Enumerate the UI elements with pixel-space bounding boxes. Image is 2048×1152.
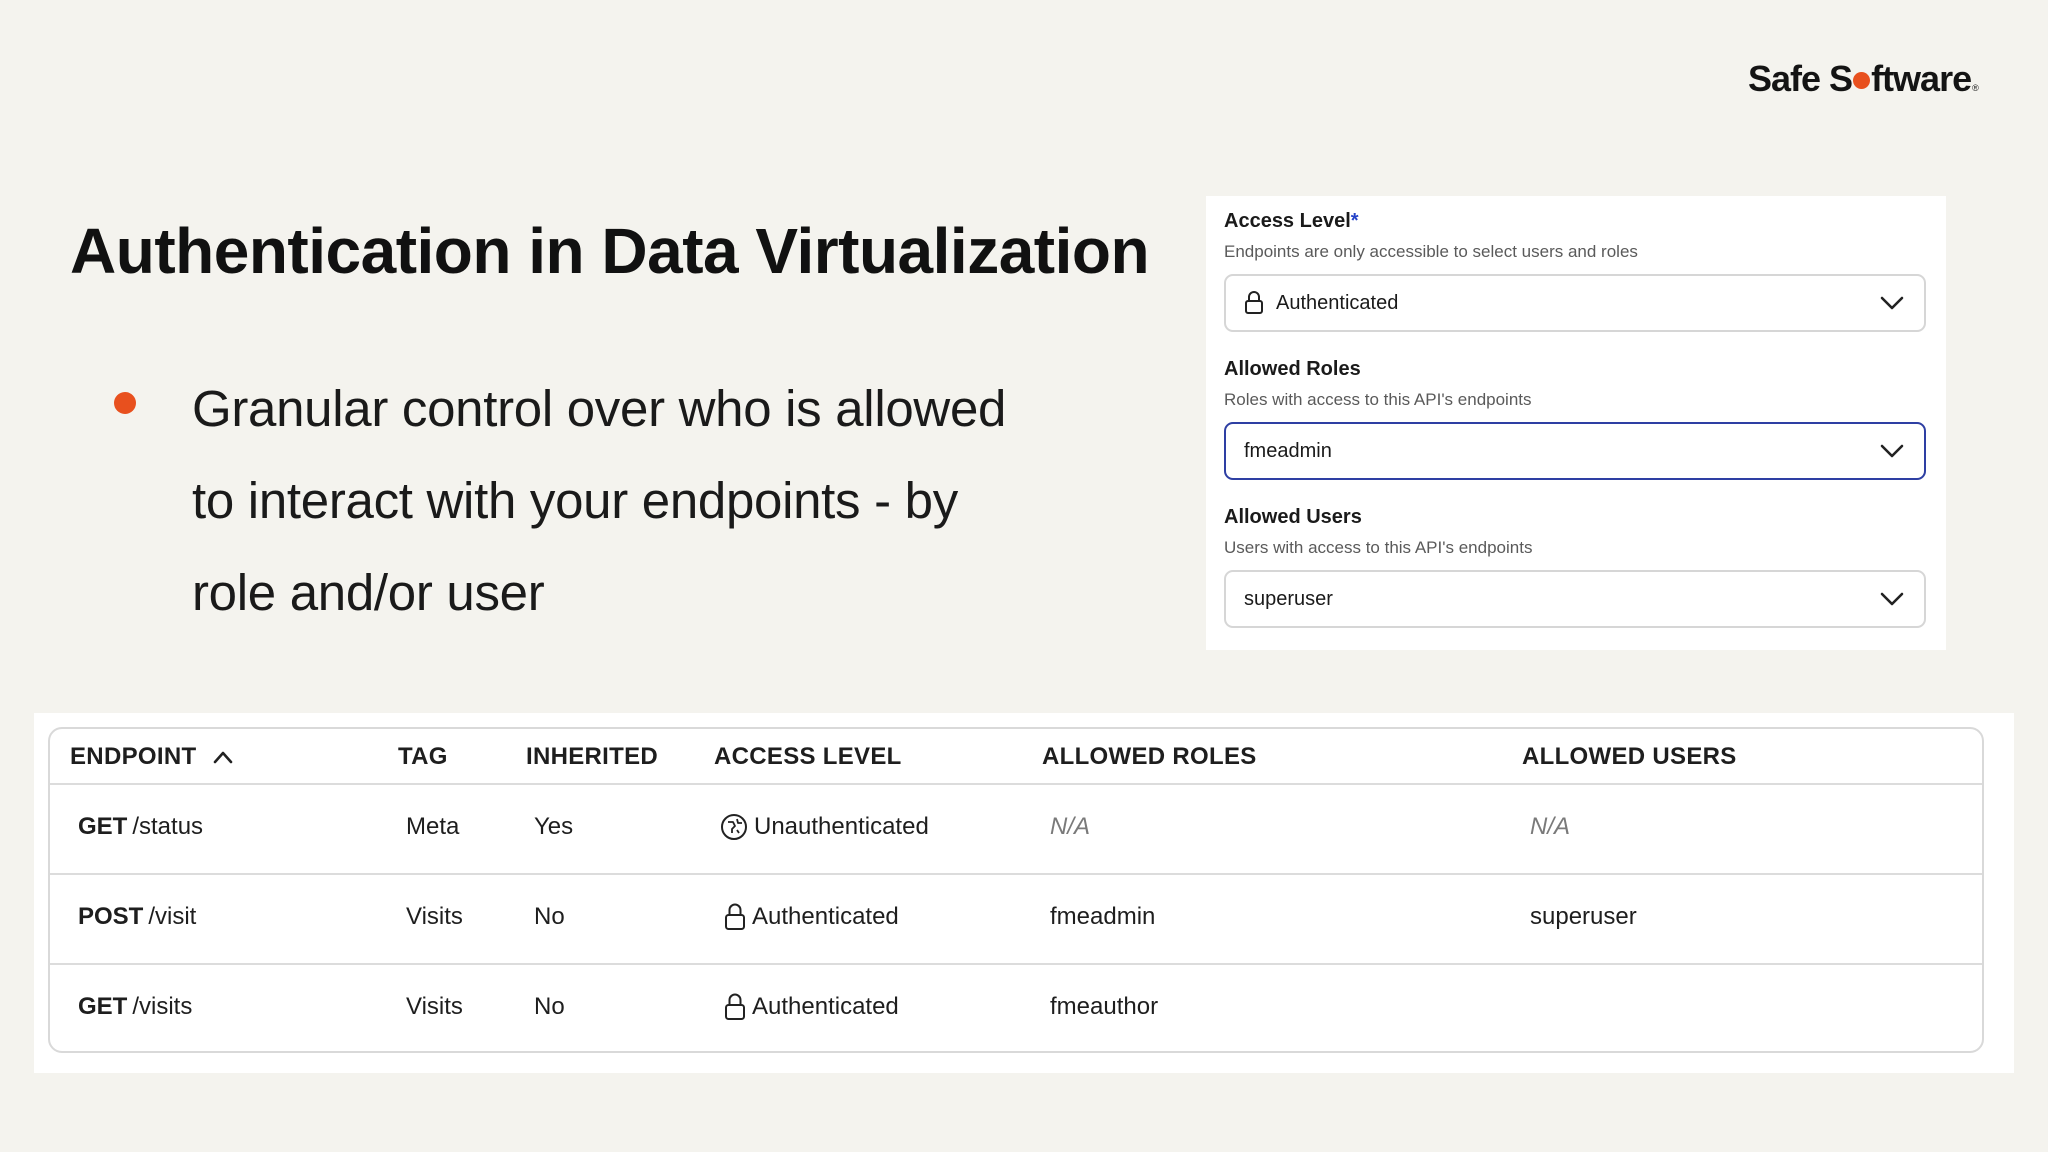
- chevron-down-icon: [1880, 293, 1904, 319]
- column-header-access-level[interactable]: ACCESS LEVEL: [714, 743, 902, 770]
- logo-text-part1: Safe S: [1748, 58, 1853, 99]
- column-header-allowed-users[interactable]: ALLOWED USERS: [1522, 743, 1737, 770]
- tag-cell: Meta: [406, 813, 460, 840]
- endpoint-path: /status: [132, 813, 204, 840]
- column-header-allowed-roles[interactable]: ALLOWED ROLES: [1042, 743, 1257, 770]
- tag-cell: Visits: [406, 903, 463, 930]
- allowed-roles-cell: N/A: [1050, 813, 1091, 840]
- endpoints-table: [48, 727, 1984, 1053]
- chevron-down-icon: [1880, 441, 1904, 467]
- column-header-endpoint[interactable]: ENDPOINT: [70, 743, 234, 771]
- allowed-users-field: [1224, 506, 1926, 628]
- chevron-down-icon: [1880, 589, 1904, 615]
- table-row[interactable]: [50, 785, 1982, 873]
- column-header-tag[interactable]: TAG: [398, 743, 448, 770]
- table-header: [50, 729, 1982, 785]
- allowed-roles-field: [1224, 358, 1926, 480]
- inherited-cell: Yes: [534, 813, 574, 840]
- endpoint-path: /visits: [132, 993, 193, 1020]
- sort-ascending-icon[interactable]: [212, 749, 234, 765]
- logo-registered-mark: ®: [1972, 83, 1978, 93]
- allowed-roles-cell: fmeadmin: [1050, 903, 1156, 930]
- allowed-users-help: Users with access to this API's endpoints: [1224, 538, 1533, 557]
- access-level-cell: Unauthenticated: [720, 813, 929, 841]
- access-level-cell: Authenticated: [724, 903, 899, 931]
- inherited-cell: No: [534, 993, 565, 1020]
- allowed-users-label: Allowed Users: [1224, 506, 1362, 528]
- required-marker: *: [1350, 210, 1359, 232]
- access-level-cell: Authenticated: [724, 993, 899, 1021]
- endpoint-cell: [78, 903, 196, 931]
- bullet-dot-icon: [114, 392, 136, 414]
- allowed-users-cell: N/A: [1530, 813, 1571, 840]
- access-level-field: [1224, 210, 1926, 332]
- access-level-select[interactable]: [1224, 274, 1926, 332]
- endpoint-cell: [78, 813, 203, 841]
- tag-cell: Visits: [406, 993, 463, 1020]
- lock-icon: [1244, 291, 1264, 315]
- allowed-roles-label: Allowed Roles: [1224, 358, 1361, 380]
- access-settings-form: [1206, 196, 1946, 650]
- access-level-help: Endpoints are only accessible to select users and roles: [1224, 242, 1638, 261]
- endpoints-table-panel: [34, 713, 2014, 1073]
- allowed-roles-help: Roles with access to this API's endpoints: [1224, 390, 1532, 409]
- lock-icon: [724, 993, 746, 1021]
- page-title: Authentication in Data Virtualization: [70, 215, 1150, 287]
- endpoint-path: /visit: [148, 903, 197, 930]
- logo-text-part2: ftware: [1871, 58, 1972, 99]
- table-row[interactable]: [50, 875, 1982, 963]
- allowed-roles-cell: fmeauthor: [1050, 993, 1159, 1020]
- table-row[interactable]: [50, 965, 1982, 1053]
- http-method: GET: [78, 993, 128, 1020]
- inherited-cell: No: [534, 903, 565, 930]
- logo-dot-icon: [1853, 72, 1870, 89]
- column-header-inherited[interactable]: INHERITED: [526, 743, 659, 770]
- allowed-roles-value: fmeadmin: [1244, 439, 1332, 462]
- access-level-label: Access Level*: [1224, 210, 1359, 232]
- allowed-users-select[interactable]: [1224, 570, 1926, 628]
- allowed-roles-select[interactable]: [1224, 422, 1926, 480]
- allowed-users-cell: superuser: [1530, 903, 1637, 930]
- access-level-value: Authenticated: [1276, 291, 1399, 314]
- bullet-text: Granular control over who is allowed to interact with your endpoints - by role and/or user: [192, 380, 1007, 621]
- http-method: GET: [78, 813, 128, 840]
- safe-software-logo: [1748, 58, 1978, 100]
- lock-icon: [724, 903, 746, 931]
- unlocked-globe-icon: [720, 813, 748, 841]
- allowed-users-value: superuser: [1244, 587, 1333, 610]
- http-method: POST: [78, 903, 144, 930]
- endpoint-cell: [78, 993, 192, 1021]
